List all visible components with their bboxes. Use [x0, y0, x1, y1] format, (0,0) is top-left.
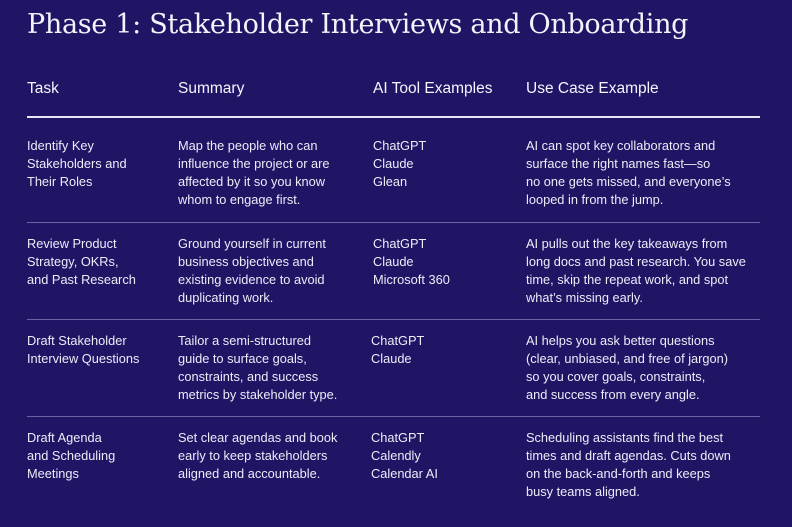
use-case-cell: AI pulls out the key takeaways from long docs and past research. You save time, skip the repeat work, and spot what’s missing early.: [526, 236, 746, 305]
ai-tools-cell: ChatGPT Calendly Calendar AI: [371, 430, 438, 481]
column-header-summary: Summary: [178, 80, 245, 97]
use-case-cell: AI helps you ask better questions (clear, unbiased, and free of jargon) so you cover goals, constraints, and success from every angle.: [526, 333, 729, 402]
header-divider: [27, 116, 760, 118]
use-case-cell: AI can spot key collaborators and surface the right names fast—so no one gets missed, and everyone’s looped in from the jump.: [526, 138, 731, 207]
column-header-use-case: Use Case Example: [526, 80, 659, 97]
summary-cell: Ground yourself in current business objectives and existing evidence to avoid duplicating work.: [178, 236, 326, 305]
table-header: [0, 78, 792, 100]
task-cell: Draft Stakeholder Interview Questions: [27, 333, 140, 366]
row-divider: [27, 416, 760, 417]
summary-cell: Set clear agendas and book early to keep stakeholders aligned and accountable.: [178, 430, 338, 481]
ai-tools-cell: ChatGPT Claude: [371, 333, 425, 366]
row-divider: [27, 319, 760, 320]
summary-cell: Map the people who can influence the project or are affected by it so you know whom to engage first.: [178, 138, 330, 207]
use-case-cell: Scheduling assistants find the best times and draft agendas. Cuts down on the back-and-forth and keeps busy teams aligned.: [526, 430, 731, 499]
task-cell: Review Product Strategy, OKRs, and Past Research: [27, 236, 136, 287]
task-cell: Draft Agenda and Scheduling Meetings: [27, 430, 116, 481]
task-cell: Identify Key Stakeholders and Their Roles: [27, 138, 127, 189]
column-header-ai-tools: AI Tool Examples: [373, 80, 493, 97]
ai-tools-cell: ChatGPT Claude Microsoft 360: [373, 236, 450, 287]
page-title: Phase 1: Stakeholder Interviews and Onboarding: [27, 9, 689, 40]
row-divider: [27, 222, 760, 223]
column-header-task: Task: [27, 80, 59, 97]
ai-tools-cell: ChatGPT Claude Glean: [373, 138, 427, 189]
summary-cell: Tailor a semi-structured guide to surface goals, constraints, and success metrics by stakeholder type.: [178, 333, 338, 402]
